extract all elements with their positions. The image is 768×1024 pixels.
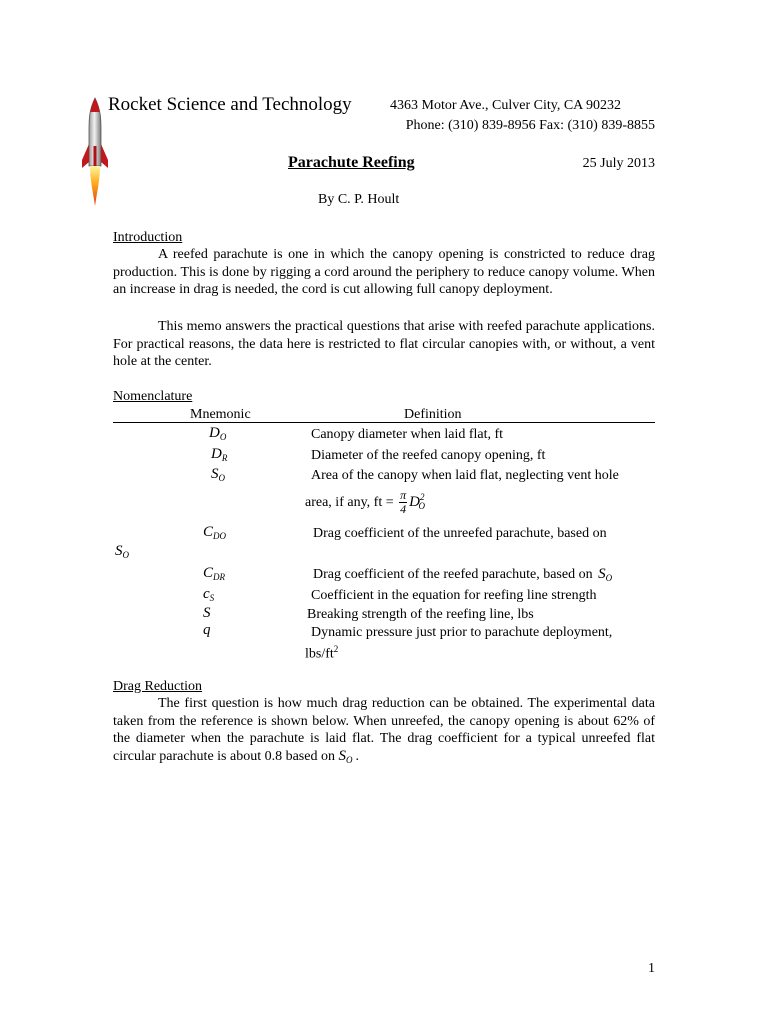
def-c-dr-s-o: $S_O$ [598,566,613,583]
def-c-dr: Drag coefficient of the reefed parachute, based on $S_O$ [313,566,613,583]
symbol-d-o: $D_O$ [209,425,227,442]
def-s-o-area: area, if any, ft = [305,494,394,510]
intro-paragraph-2 [113,318,655,371]
rocket-logo [80,96,110,208]
nomenclature-heading: Nomenclature [113,389,193,404]
def-q-line2: lbs/$ft^2$ [305,644,339,662]
intro-paragraph-1 [113,246,655,299]
col-header-mnemonic: Mnemonic [190,407,251,422]
symbol-s-o: $S_O$ [211,466,225,483]
def-d-r: Diameter of the reefed canopy opening, ft [311,448,546,463]
symbol-d-r: $D_R$ [211,446,228,463]
intro-heading: Introduction [113,230,183,245]
drag-heading: Drag Reduction [113,679,203,694]
symbol-s: S [203,605,211,621]
page-number: 1 [648,961,655,976]
formula-d-o-squared: $D^2_O$ [409,492,425,512]
company-name: Rocket Science and Technology [108,94,352,115]
def-s: Breaking strength of the reefing line, lbs [307,607,534,622]
drag-p1-text: The first question is how much drag reduction can be obtained. The experimental data taken from the reference is shown below. When unreefed, the canopy opening is about 62% of the diameter when the parachute is laid flat. The drag coefficient for a typical unreefed flat circular parachute is about 0.8 based on [113,696,655,764]
drag-p1-s-o: $S_O$ [338,747,353,765]
col-header-definition: Definition [404,407,462,422]
intro-p2-text: This memo answers the practical questions that arise with reefed parachute applications. For practical reasons, the data here is restricted to flat circular canopies with, or without, a vent hole at the center. [113,319,655,369]
memo-date: 25 July 2013 [582,156,655,171]
def-c-s: Coefficient in the equation for reefing line strength [311,588,597,603]
def-q: Dynamic pressure just prior to parachute deployment, [311,625,613,640]
symbol-c-s: $c_S$ [203,586,215,603]
symbol-c-do: $C_{DO}$ [203,524,227,541]
def-c-do: Drag coefficient of the unreefed parachute, based on [313,526,607,541]
company-address: 4363 Motor Ave., Culver City, CA 90232 [390,98,621,113]
memo-title: Parachute Reefing [288,154,415,171]
intro-p1-text: A reefed parachute is one in which the canopy opening is constricted to reduce drag production. This is done by rigging a cord around the periphery to reduce canopy volume. When an increase in drag is needed, the cord is cut allowing full canopy deployment. [113,247,655,297]
symbol-q: q [203,622,211,638]
drag-paragraph-1: The first question is how much drag reduction can be obtained. The experimental data taken from the reference is shown below. When unreefed, the canopy opening is about 62% of the diameter when the parachute is laid flat. The drag coefficient for a typical unreefed flat circular parachute is about 0.8 based on $S_O$ . [113,696,655,765]
def-d-o: Canopy diameter when laid flat, ft [311,427,504,442]
symbol-c-dr: $C_{DR}$ [203,565,226,582]
def-s-o-line2 [305,489,425,516]
memo-author: By C. P. Hoult [318,192,400,207]
company-phone-fax: Phone: (310) 839-8956 Fax: (310) 839-8855 [405,118,655,133]
def-s-o: Area of the canopy when laid flat, neglecting vent hole [311,468,619,483]
def-c-do-wrap-s-o: $S_O$ [115,543,129,560]
table-header-rule [113,422,655,423]
formula-pi-over-4: $\frac{\pi}{4}$ [400,488,407,516]
